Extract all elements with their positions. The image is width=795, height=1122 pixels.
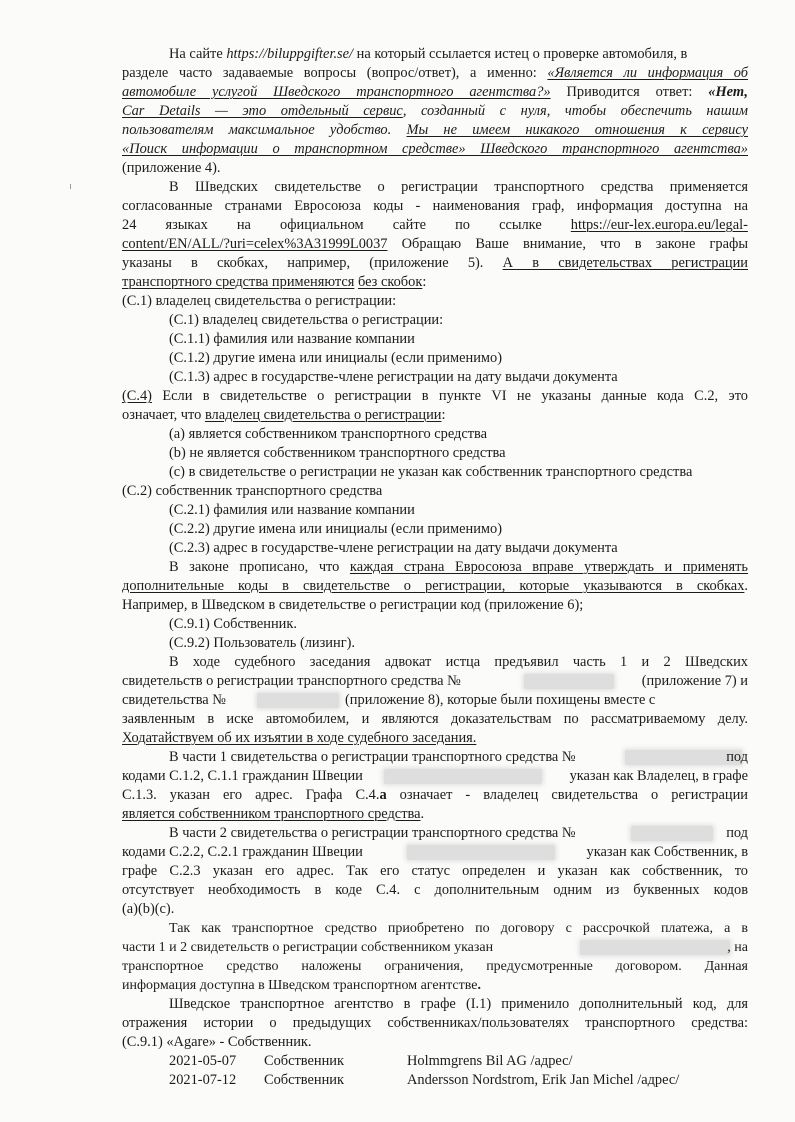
part2-line-4: отсутствует необходимость в коде С.4. с дополнительным одним из буквенных кодов [122, 882, 748, 898]
history-date: 2021-05-07 [169, 1053, 237, 1069]
redacted-number [257, 693, 339, 708]
c2-heading: (С.2) собственник транспортного средства [122, 483, 383, 499]
part1-line-3: С.1.3. указан его адрес. Графа С.4.а означает - владелец свидетельства о регистрации [122, 787, 748, 803]
p2-line-3: 24 языках на официальном сайте по ссылке https://eur-lex.europa.eu/legal- [122, 217, 748, 233]
history-date: 2021-07-12 [169, 1072, 237, 1088]
court-line-3: свидетельства № (приложение 8), которые были похищены вместе с [122, 692, 656, 708]
p2-line-6: транспортного средства применяются без скобок: [122, 274, 427, 290]
agency-line-1: Шведское транспортное агентство в графе (I.1) применило дополнительный код, для [169, 996, 748, 1012]
eur-lex-link-cont[interactable]: content/EN/ALL/?uri=celex%3A31999L0037 [122, 236, 388, 252]
part1-line-1: В части 1 свидетельства о регистрации транспортного средства № под [169, 749, 748, 765]
redacted-name [407, 845, 555, 860]
history-name: Andersson Nordstrom, Erik Jan Michel /адрес/ [407, 1072, 680, 1088]
court-line-5: Ходатайствуем об их изъятии в ходе судебного заседания. [122, 730, 477, 746]
part2-line-1: В части 2 свидетельства о регистрации транспортного средства № под [169, 825, 748, 841]
law-line-1: В законе прописано, что каждая страна Евросоюза вправе утверждать и применять [169, 559, 748, 575]
redacted-name [384, 769, 542, 784]
p1-line-1: На сайте https://biluppgifter.se/ на который ссылается истец о проверке автомобиля, в [169, 46, 688, 62]
p2-line-5: указаны в скобках, например, (приложение 5). А в свидетельствах регистрации [122, 255, 748, 271]
scan-mark [70, 184, 71, 189]
redacted-number [631, 826, 713, 841]
court-line-4: заявленным в иске автомобилем, и являются доказательствам по рассматриваемому делу. [122, 711, 748, 727]
list-item: (с) в свидетельстве о регистрации не указан как собственник транспортного средства [169, 464, 693, 480]
list-item: (С.2.1) фамилия или название компании [169, 502, 415, 518]
c4-line-2: означает, что владелец свидетельства о регистрации: [122, 407, 446, 423]
redacted-number [524, 674, 614, 689]
p1-line-7: (приложение 4). [122, 160, 221, 176]
eur-lex-link[interactable]: https://eur-lex.europa.eu/legal- [570, 217, 748, 233]
law-line-3: Например, в Шведском в свидетельстве о регистрации код (приложение 6); [122, 597, 584, 613]
lease-line-3: транспортное средство наложены ограничения, предусмотренные договором. Данная [122, 959, 748, 974]
part2-line-5: (а)(b)(с). [122, 901, 175, 917]
part1-line-4: является собственником транспортного средства. [122, 806, 425, 822]
p1-line-3: автомобиле услугой Шведского транспортного агентства?» Приводится ответ: «Нет, [122, 84, 749, 100]
list-item: (С.1.3) адрес в государстве-члене регистрации на дату выдачи документа [169, 369, 618, 385]
p2-line-4: content/EN/ALL/?uri=celex%3A31999L0037 Обращаю Ваше внимание, что в законе графы [122, 236, 748, 252]
list-item: (С.2.3) адрес в государстве-члене регистрации на дату выдачи документа [169, 540, 618, 556]
list-item: (С.9.2) Пользователь (лизинг). [169, 635, 355, 651]
c1-heading: (С.1) владелец свидетельства о регистрации: [122, 293, 397, 309]
list-item: (С.2.2) другие имена или инициалы (если применимо) [169, 521, 503, 537]
court-line-1: В ходе судебного заседания адвокат истца предъявил часть 1 и 2 Шведских [169, 654, 748, 670]
list-item: (С.1) владелец свидетельства о регистрации: [169, 312, 444, 328]
p1-line-2: разделе часто задаваемые вопросы (вопрос/ответ), а именно: «Является ли информация об [122, 65, 749, 81]
list-item: (b) не является собственником транспортного средства [169, 445, 506, 461]
p2-line-2: согласованные странами Евросоюза коды - наименования граф, информация доступна на [122, 198, 748, 214]
redacted-number [625, 750, 742, 765]
lease-line-4: информация доступна в Шведском транспортном агентстве. [122, 978, 481, 993]
part1-line-2: кодами С.1.2, С.1.1 гражданин Швеции указан как Владелец, в графе [122, 768, 748, 784]
agency-line-3: (С.9.1) «Agare» - Собственник. [122, 1034, 312, 1050]
p1-line-6: «Поиск информации о транспортном средстве» Шведского транспортного агентства» [122, 141, 748, 157]
p2-line-1: В Шведских свидетельстве о регистрации транспортного средства применяется [169, 179, 748, 195]
court-line-2: свидетельств о регистрации транспортного средства № (приложение 7) и [122, 673, 748, 689]
agency-line-2: отражения истории о предыдущих собственниках/пользователях транспортного средства: [122, 1015, 748, 1031]
law-line-2: дополнительные коды в свидетельстве о регистрации, которые указываются в скобках. [122, 578, 748, 594]
history-role: Собственник [264, 1053, 344, 1069]
part2-line-3: графе С.2.3 указан его адрес. Так его статус определен и указан как собственник, то [122, 863, 748, 879]
history-role: Собственник [264, 1072, 344, 1088]
lease-line-2: части 1 и 2 свидетельств о регистрации собственником указан , на [122, 940, 748, 955]
lease-line-1: Так как транспортное средство приобретено по договору с рассрочкой платежа, а в [169, 921, 748, 936]
list-item: (С.1.1) фамилия или название компании [169, 331, 415, 347]
history-name: Holmmgrens Bil AG /адрес/ [407, 1053, 573, 1069]
list-item: (а) является собственником транспортного средства [169, 426, 488, 442]
list-item: (С.9.1) Собственник. [169, 616, 297, 632]
website-link[interactable]: https://biluppgifter.se/ [226, 46, 354, 62]
p1-line-5: пользователям максимальное удобство. Мы не имеем никакого отношения к сервису [122, 122, 749, 138]
p1-line-4: Car Details — это отдельный сервис, созданный с нуля, чтобы обеспечить нашим [122, 103, 748, 119]
list-item: (С.1.2) другие имена или инициалы (если применимо) [169, 350, 503, 366]
redacted-name [580, 940, 730, 955]
c4-line-1: (С.4) Если в свидетельстве о регистрации в пункте VI не указаны данные кода С.2, это [122, 388, 748, 404]
part2-line-2: кодами С.2.2, С.2.1 гражданин Швеции указан как Собственник, в [122, 844, 748, 860]
